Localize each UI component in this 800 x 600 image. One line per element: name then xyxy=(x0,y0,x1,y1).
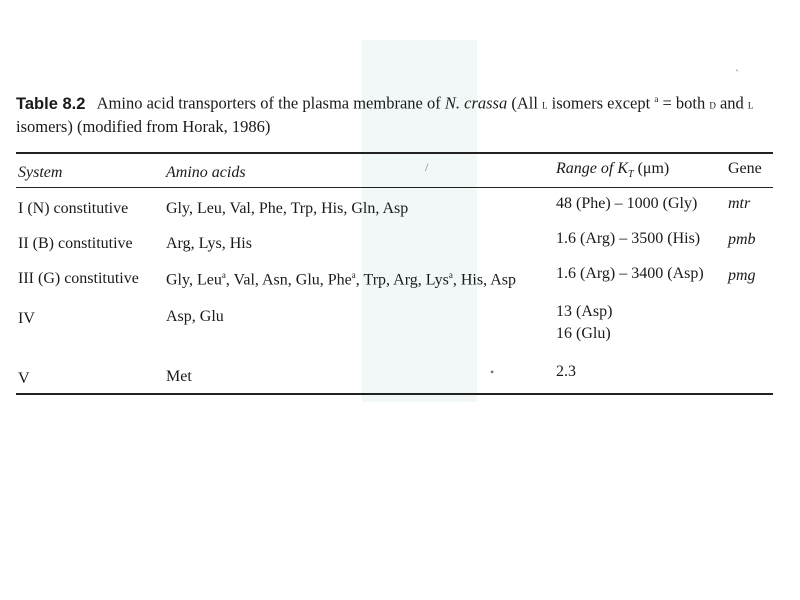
table-bottom-rule xyxy=(16,393,773,395)
header-amino-acids: Amino acids xyxy=(166,164,246,181)
caption-isomer-label: l xyxy=(542,96,548,112)
caption-text: and xyxy=(719,93,744,113)
footnote-mark: a xyxy=(448,270,453,280)
row5-system: V xyxy=(18,370,30,387)
caption-text: Amino acid transporters of the plasma membrane of xyxy=(96,93,441,113)
table-header-rule xyxy=(16,187,773,188)
header-range-unit: (μm) xyxy=(637,160,670,177)
row2-amino-acids: Arg, Lys, His xyxy=(166,235,252,252)
row5-range: 2.3 xyxy=(556,363,576,380)
amino-acid-text: , Trp, Arg, Lys xyxy=(355,271,449,289)
stray-mark: • xyxy=(490,365,495,379)
row4-amino-acids: Asp, Glu xyxy=(166,308,224,325)
footnote-mark: a xyxy=(351,270,356,280)
caption-text: isomers except xyxy=(551,93,651,113)
row2-range: 1.6 (Arg) – 3500 (His) xyxy=(556,230,701,247)
header-system: System xyxy=(18,164,63,181)
row2-gene: pmb xyxy=(728,231,756,248)
caption-text: = both xyxy=(662,93,706,113)
amino-acid-text: Gly, Leu xyxy=(166,271,222,289)
row5-amino-acids: Met xyxy=(166,368,192,385)
row3-system: III (G) constitutive xyxy=(18,270,139,287)
footnote-mark: a xyxy=(221,270,226,280)
stray-mark: ˏ xyxy=(735,58,739,72)
header-range-sub: T xyxy=(628,169,634,181)
caption-isomer-label: l xyxy=(747,96,754,112)
row3-range: 1.6 (Arg) – 3400 (Asp) xyxy=(556,265,704,282)
amino-acid-text: , Val, Asn, Glu, Phe xyxy=(225,271,352,289)
header-range-label: Range of K xyxy=(556,160,628,177)
row1-system: I (N) constitutive xyxy=(18,200,129,217)
row4-range xyxy=(556,303,612,343)
row1-gene: mtr xyxy=(728,195,751,212)
caption-isomer-label: d xyxy=(709,96,716,112)
caption-footnote-mark: a xyxy=(654,94,659,104)
caption-line-2: isomers) (modified from Horak, 1986) xyxy=(16,116,271,136)
header-range xyxy=(556,160,669,180)
amino-acid-text: , His, Asp xyxy=(452,271,516,289)
row3-amino-acids xyxy=(166,270,516,289)
row4-system: IV xyxy=(18,310,35,327)
caption-text: (All xyxy=(511,93,538,113)
stray-mark: / xyxy=(425,160,429,174)
range-line: 16 (Glu) xyxy=(556,325,611,342)
table-top-rule xyxy=(16,152,773,154)
table-caption xyxy=(16,88,780,138)
caption-species: N. crassa xyxy=(444,93,508,113)
row1-amino-acids: Gly, Leu, Val, Phe, Trp, His, Gln, Asp xyxy=(166,200,409,217)
row3-gene: pmg xyxy=(728,267,756,284)
header-gene: Gene xyxy=(728,160,762,177)
row2-system: II (B) constitutive xyxy=(18,235,133,252)
row1-range: 48 (Phe) – 1000 (Gly) xyxy=(556,195,698,212)
range-line: 13 (Asp) xyxy=(556,303,613,320)
table-number: Table 8.2 xyxy=(16,94,86,113)
